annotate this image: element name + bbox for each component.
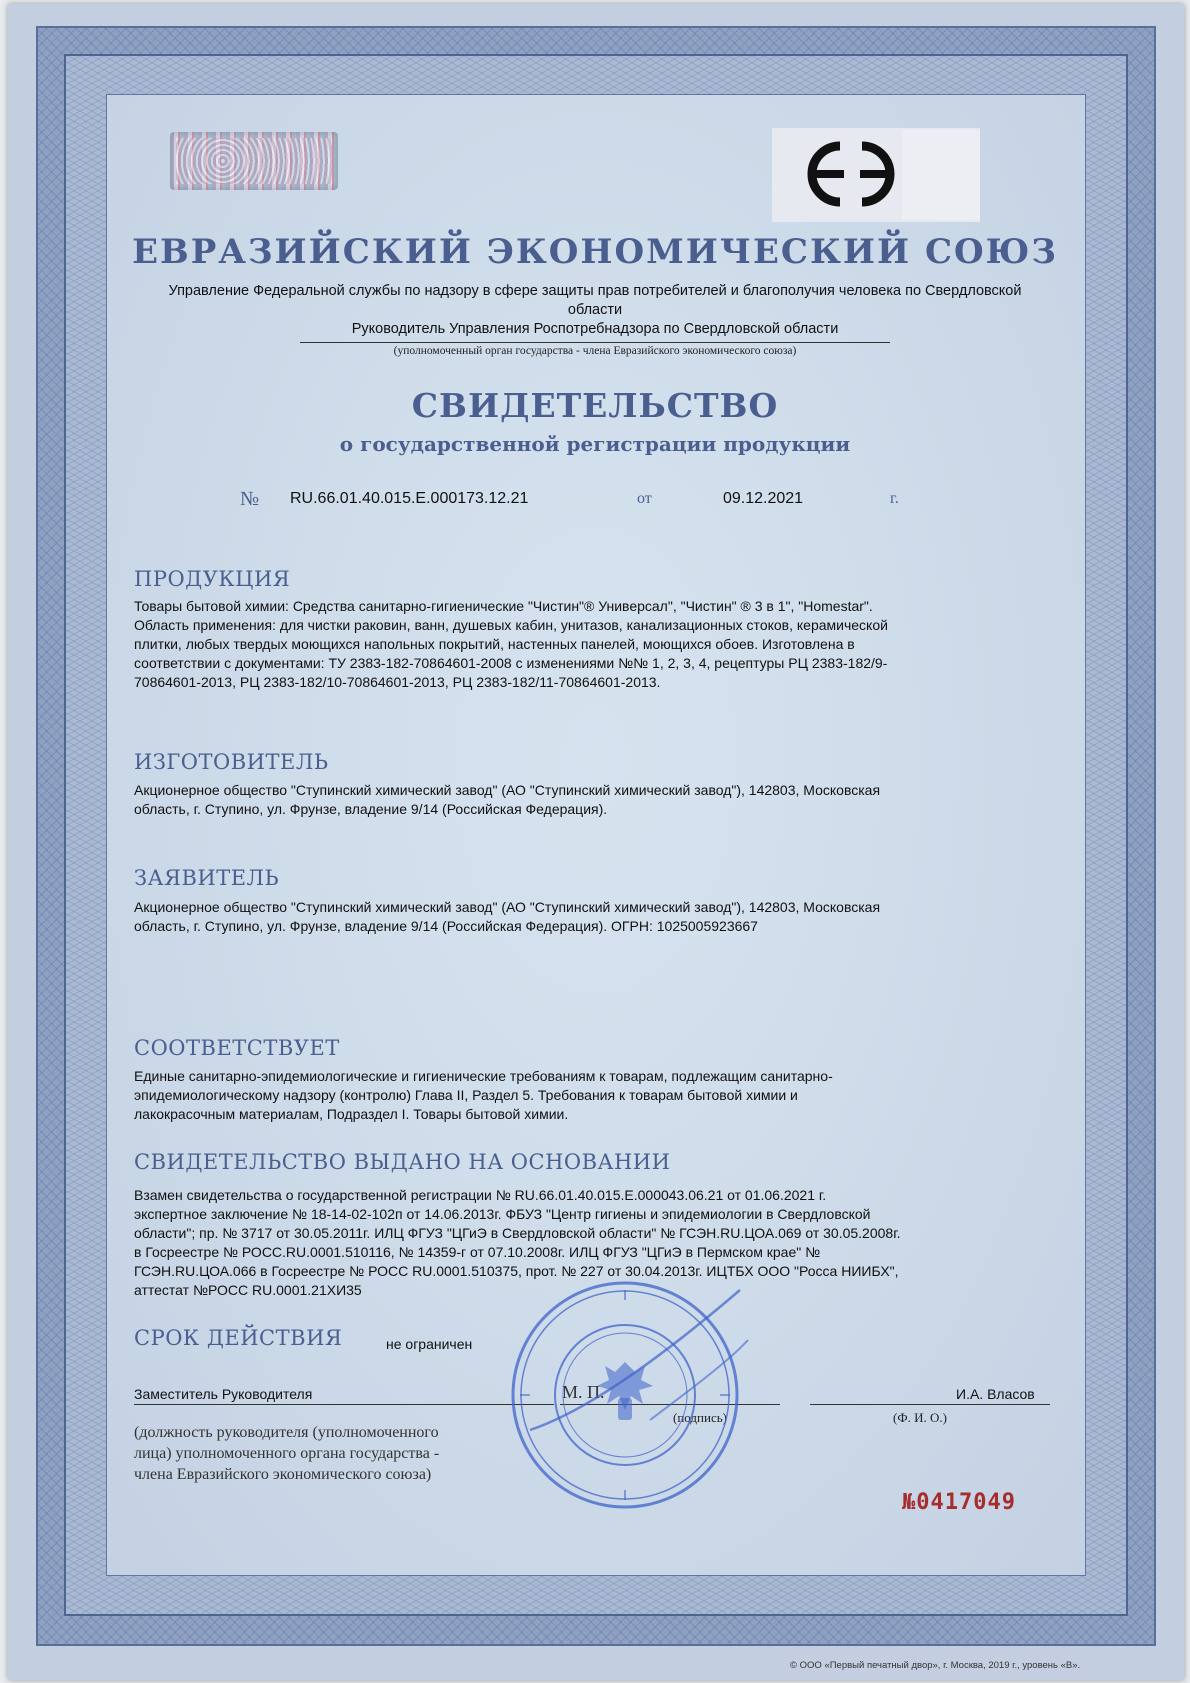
section-heading-applicant: ЗАЯВИТЕЛЬ [134,866,280,890]
section-heading-conformity: СООТВЕТСТВУЕТ [134,1036,340,1060]
printer-note: © ООО «Первый печатный двор», г. Москва, 2019 г., уровень «В». [790,1660,1081,1671]
validity-value: не ограничен [386,1336,473,1352]
product-line: соответствии с документами: ТУ 2383-182-70864601-2008 с изменениями №№ 1, 2, 3, 4, рецептуры РЦ 2383-182/9- [134,655,888,671]
section-heading-basis: СВИДЕТЕЛЬСТВО ВЫДАНО НА ОСНОВАНИИ [134,1150,671,1174]
position-caption [134,1422,534,1485]
section-body-applicant [134,898,1014,936]
applicant-line: область, г. Ступино, ул. Фрунзе, владение 9/14 (Российская Федерация). ОГРН: 1025005923667 [134,918,758,934]
manufacturer-line: Акционерное общество "Ступинский химический завод" (АО "Ступинский химический завод"), 142803, Московская [134,782,881,798]
section-heading-manufacturer: ИЗГОТОВИТЕЛЬ [134,750,329,774]
section-body-conformity [134,1067,1014,1124]
applicant-line: Акционерное общество "Ступинский химический завод" (АО "Ступинский химический завод"), 142803, Московская [134,899,881,915]
eac-logo-icon [800,136,910,214]
mp-label: М. П. [562,1382,605,1402]
signature-caption: (подпись) [673,1410,727,1425]
registration-date: 09.12.2021 [723,490,804,507]
number-sign: № [240,488,260,510]
signature-rule [810,1404,1050,1405]
hologram-sticker-icon [170,132,338,190]
basis-line: ГСЭН.RU.ЦОА.066 в Госреестре № РОСС RU.0001.510375, прот. № 227 от 30.04.2013г. ИЦТБХ ООО "Росса НИИБХ", [134,1263,899,1279]
section-heading-product: ПРОДУКЦИЯ [134,567,291,591]
position-caption-line: члена Евразийского экономического союза) [134,1466,432,1483]
basis-line: экспертное заключение № 18-14-02-102п от 14.06.2013г. ФБУЗ "Центр гигиены и эпидемиологии в Свердловской [134,1206,871,1222]
official-stamp-icon [500,1270,750,1520]
registration-number: RU.66.01.40.015.Е.000173.12.21 [290,490,529,507]
product-line: 70864601-2013, РЦ 2383-182/10-70864601-2013, РЦ 2383-182/11-70864601-2013. [134,674,661,690]
section-body-manufacturer [134,781,1014,819]
product-line: Область применения: для чистки раковин, ванн, душевых кабин, унитазов, канализационных стоков, керамической [134,617,888,633]
position-caption-line: лица) уполномоченного органа государства - [134,1445,440,1462]
section-heading-validity: СРОК ДЕЙСТВИЯ [134,1326,343,1350]
blank-patch [902,130,980,220]
product-line: плитки, любых твердых моющихся напольных покрытий, настенных панелей, моющихся обоев. Изготовлена в [134,636,855,652]
from-label: от [637,490,652,507]
certificate-title: СВИДЕТЕЛЬСТВО [411,386,779,425]
manufacturer-line: область, г. Ступино, ул. Фрунзе, владение 9/14 (Российская Федерация). [134,801,608,817]
eac-logo-area [772,128,980,222]
basis-line: Взамен свидетельства о государственной регистрации № RU.66.01.40.015.Е.000043.06.21 от 01.06.2021 г. [134,1187,827,1203]
authority-name: Управление Федеральной службы по надзору в сфере защиты прав потребителей и благополучия человека по Свердловской области [168,283,1022,318]
basis-line: области"; пр. № 3717 от 30.05.2011г. ИЛЦ ФГУЗ "ЦГиЭ в Свердловской области" № ГСЭН.RU.ЦОА.069 от 30.05.2008г. [134,1225,901,1241]
fio-caption: (Ф. И. О.) [893,1410,947,1425]
authority-caption: (уполномоченный орган государства - члена Евразийского экономического союза) [393,345,797,357]
signatory-name: И.А. Власов [956,1386,1035,1402]
conformity-line: Единые санитарно-эпидемиологические и гигиенические требованиям к товарам, подлежащим санитарно- [134,1068,833,1084]
basis-line: аттестат №РОСС RU.0001.21ХИ35 [134,1282,362,1298]
conformity-line: эпидемиологическому надзору (контролю) Глава II, Раздел 5. Требования к товарам бытовой химии и [134,1087,798,1103]
deputy-label: Заместитель Руководителя [134,1386,313,1402]
section-body-product [134,597,1014,692]
year-suffix: г. [890,490,899,507]
authority-rule [300,342,890,343]
basis-line: в Госреестре № РОСС.RU.0001.510116, № 14359-г от 07.10.2008г. ИЛЦ ФГУЗ "ЦГиЭ в Пермском крае" № [134,1244,821,1260]
position-caption-line: (должность руководителя (уполномоченного [134,1424,439,1441]
serial-number: №0417049 [902,1490,1016,1515]
signature-rule [134,1404,554,1405]
authority-head: Руководитель Управления Роспотребнадзора по Свердловской области [351,321,839,337]
conformity-line: лакокрасочным материалам, Подраздел I. Товары бытовой химии. [134,1106,569,1122]
authority-block [160,282,1030,339]
product-line: Товары бытовой химии: Средства санитарно-гигиенические "Чистин"® Универсал", "Чистин" ® 3 в 1", "Homestar". [134,598,873,614]
certificate-subtitle: о государственной регистрации продукции [339,432,851,456]
union-title: ЕВРАЗИЙСКИЙ ЭКОНОМИЧЕСКИЙ СОЮЗ [132,232,1058,272]
